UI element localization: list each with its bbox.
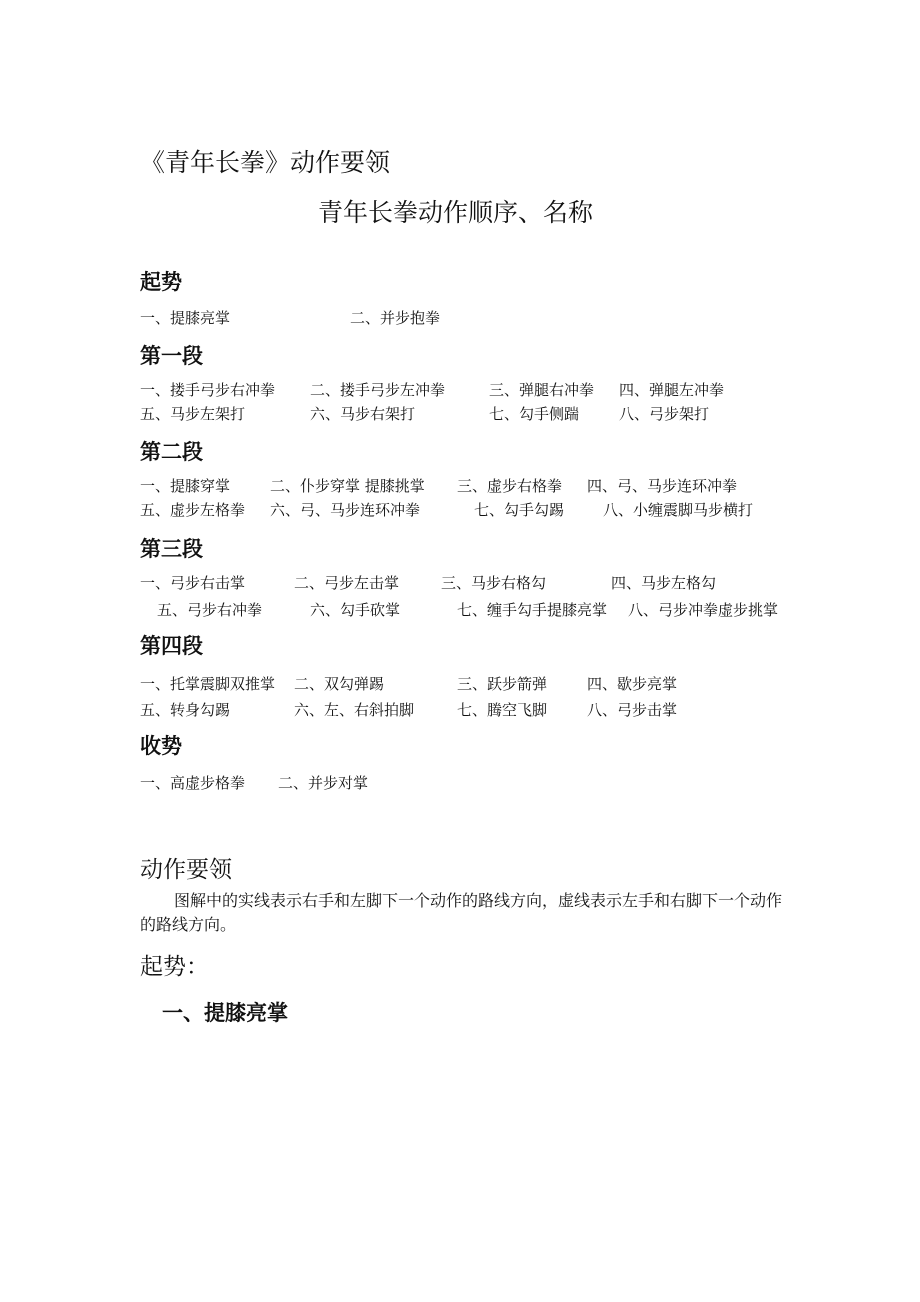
essentials-subheading: 起势： [140, 954, 209, 980]
move-item: 八、弓步架打 [619, 405, 710, 423]
move-item: 五、转身勾踢 [140, 701, 231, 719]
move-item: 四、弓、马步连环冲拳 [587, 477, 738, 495]
move-item: 八、弓步击掌 [587, 701, 678, 719]
move-item: 一、搂手弓步右冲拳 [140, 381, 276, 399]
move-item: 七、勾手勾踢 [474, 501, 565, 519]
section-heading-end: 收势 [140, 734, 182, 758]
move-item: 二、双勾弹踢 [294, 675, 385, 693]
move-item: 一、提膝亮掌 [140, 309, 231, 327]
move-item: 四、弹腿左冲拳 [619, 381, 725, 399]
essentials-paragraph: 图解中的实线表示右手和左脚下一个动作的路线方向，虚线表示左手和右脚下一个动作的路线方向。 [140, 891, 783, 934]
move-item: 三、虚步右格拳 [457, 477, 563, 495]
move-item: 五、弓步右冲拳 [157, 601, 263, 619]
move-item: 一、高虚步格拳 [140, 774, 246, 792]
move-item: 五、马步左架打 [140, 405, 246, 423]
essentials-item: 一、提膝亮掌 [162, 1001, 288, 1025]
move-item: 一、托掌震脚双推掌 [140, 675, 276, 693]
document-title: 《青年长拳》动作要领 [140, 148, 391, 177]
move-item: 三、跃步箭弹 [457, 675, 548, 693]
section-heading-part-2: 第二段 [140, 440, 203, 464]
move-item: 六、马步右架打 [310, 405, 416, 423]
move-item: 二、并步对掌 [278, 774, 369, 792]
move-item: 七、勾手侧踹 [489, 405, 580, 423]
section-heading-start: 起势 [140, 270, 182, 294]
move-item: 六、弓、马步连环冲拳 [270, 501, 421, 519]
move-item: 四、歇步亮掌 [587, 675, 678, 693]
move-item: 七、缠手勾手提膝亮掌 [457, 601, 608, 619]
move-item: 一、提膝穿掌 [140, 477, 231, 495]
document-subtitle: 青年长拳动作顺序、名称 [318, 198, 594, 227]
move-item: 六、勾手砍掌 [310, 601, 401, 619]
move-item: 二、仆步穿掌 提膝挑掌 [270, 477, 425, 495]
move-item: 二、搂手弓步左冲拳 [310, 381, 446, 399]
move-item: 二、并步抱拳 [350, 309, 441, 327]
move-item: 一、弓步右击掌 [140, 574, 246, 592]
move-item: 二、弓步左击掌 [294, 574, 400, 592]
move-item: 八、小缠震脚马步横打 [603, 501, 754, 519]
move-item: 六、左、右斜拍脚 [294, 701, 415, 719]
essentials-heading: 动作要领 [140, 857, 232, 883]
section-heading-part-4: 第四段 [140, 634, 203, 658]
move-item: 三、弹腿右冲拳 [489, 381, 595, 399]
move-item: 八、弓步冲拳虚步挑掌 [628, 601, 779, 619]
move-item: 四、马步左格勾 [611, 574, 717, 592]
move-item: 五、虚步左格拳 [140, 501, 246, 519]
move-item: 三、马步右格勾 [441, 574, 547, 592]
section-heading-part-3: 第三段 [140, 537, 203, 561]
section-heading-part-1: 第一段 [140, 344, 203, 368]
move-item: 七、腾空飞脚 [457, 701, 548, 719]
